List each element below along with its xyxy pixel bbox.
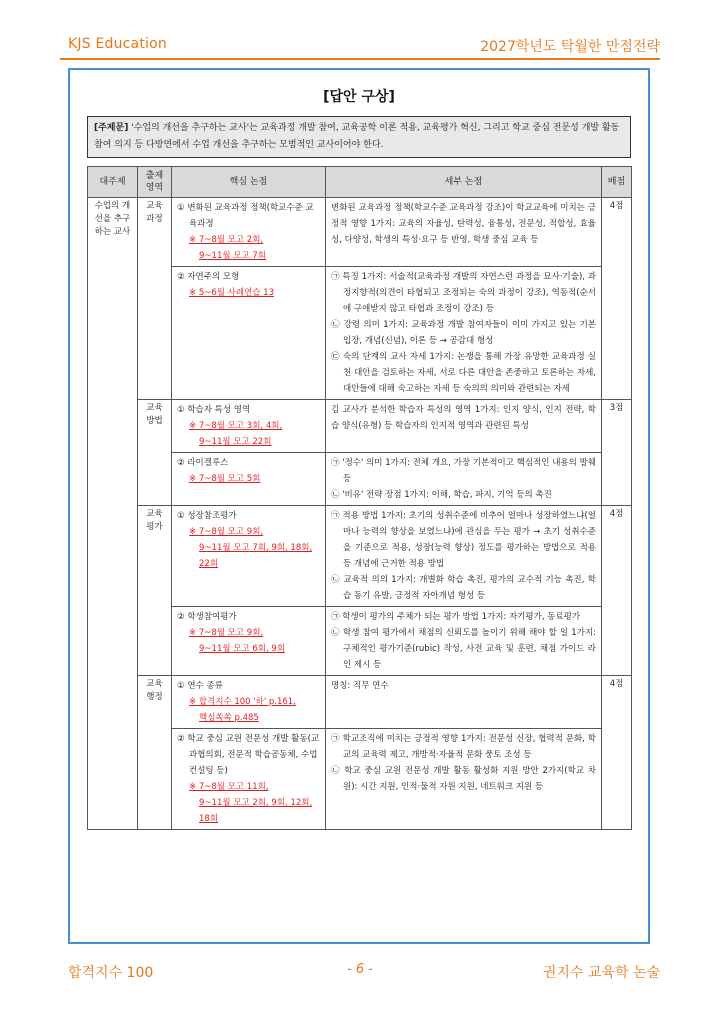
key-point-text: ② 라이겔루스 (177, 458, 229, 468)
reference-link: ※ 7~8월 모고 3회, 4회, (189, 421, 283, 431)
header-brand: KJS Education (68, 36, 167, 52)
reference-link: ※ 7~8월 모고 2회, (189, 235, 264, 245)
table-row (88, 676, 632, 729)
reference-link: 9~11월 모고 6회, 9회 (199, 644, 286, 654)
detail-text: ㉠ 학생이 평가의 주체가 되는 평가 방법 1가지: 자기평가, 동료평가 (331, 612, 581, 622)
reference-link: 9~11월 모고 7회, 9회, 18회, (199, 543, 313, 553)
detail-text: ㉠ 특징 1가지: 서술적(교육과정 개발의 자연스런 과정을 묘사·기술), 과정지향적(의견이 타협되고 조정되는 숙의 과정이 강조), 역동적(순서에 구애받지 않고 타협과 조정이 강조) 등 (331, 272, 596, 314)
key-point-text: ① 연수 종류 (177, 681, 223, 691)
header-divider (60, 58, 660, 60)
key-point-cell (172, 453, 326, 506)
reference-link: ※ 7~8월 모고 9회, (189, 628, 264, 638)
area-cell: 교육 평가 (138, 506, 172, 676)
reference-link: ※ 7~8월 모고 5회 (189, 474, 261, 484)
table-header-row (88, 167, 632, 198)
key-point-cell (172, 729, 326, 830)
content-frame (68, 68, 650, 944)
area-cell: 교육 과정 (138, 198, 172, 400)
score-cell: 4점 (602, 676, 632, 830)
key-point-cell (172, 676, 326, 729)
reference-link: ※ 7~8월 모고 11회, (189, 782, 269, 792)
detail-text: ㉠ 학교조직에 미치는 긍정적 영향 1가지: 전문성 신장, 협력적 문화, 학교의 교육력 제고, 개방적·자율적 문화 풍토 조성 등 (331, 734, 596, 760)
key-point-text: ① 성장참조평가 (177, 511, 237, 521)
detail-cell (326, 267, 602, 400)
reference-link: ※ 합격지수 100 '하' p.161, (189, 697, 296, 707)
score-cell: 3점 (602, 400, 632, 506)
page-number: - 6 - (347, 962, 373, 977)
detail-cell (326, 198, 602, 267)
detail-text: 명칭: 직무 연수 (331, 681, 389, 691)
key-point-cell (172, 198, 326, 267)
area-cell: 교육 방법 (138, 400, 172, 506)
reference-link: 9~11월 모고 22회 (199, 437, 272, 447)
table-body (88, 198, 632, 830)
detail-text: 변화된 교육과정 정책(학교수준 교육과정 강조)이 학교교육에 미치는 긍정적 영향 1가지: 교육의 자율성, 탄력성, 융통성, 전문성, 적합성, 효율성, 다양성, 학생의 특성·요구 등 반영, 학생 중심 교육 등 (331, 203, 596, 245)
table-row (88, 400, 632, 453)
key-point-text: ② 자연주의 모형 (177, 272, 240, 282)
key-point-cell (172, 607, 326, 676)
detail-text: ㉡ 학생 참여 평가에서 채점의 신뢰도를 높이기 위해 해야 할 일 1가지: 구체적인 평가기준(rubic) 작성, 사전 교육 및 훈련, 채점 가이드 라인 제시 등 (331, 628, 596, 670)
reference-link: 9~11월 모고 2회, 9회, 12회, (199, 798, 313, 808)
detail-text: 김 교사가 분석한 학습자 특성의 영역 1가지: 인지 양식, 인지 전략, 학습 양식(유형) 등 학습자의 인지적 영역과 관련된 특성 (331, 405, 596, 431)
footer-series: 합격지수 100 (68, 965, 154, 981)
col-header: 배점 (602, 167, 632, 198)
detail-text: ㉠ 적용 방법 1가지: 초기의 성취수준에 비추어 얼마나 성장하였느냐(얼마나 능력의 향상을 보였느냐)에 관심을 두는 평가 → 초기 성취수준을 기준으로 적용, 성장(능력 향상) 정도를 평가하는 방법으로 적용 등 개념에 근거한 적용 방법 (331, 511, 596, 569)
table-row (88, 506, 632, 607)
col-header: 핵심 논점 (172, 167, 326, 198)
reference-link: 22회 (199, 559, 219, 569)
detail-text: ㉡ 학교 중심 교원 전문성 개발 활동 활성화 지원 방안 2가지(학교 차원): 시간 지원, 인적·물적 자원 지원, 네트워크 지원 등 (331, 766, 596, 792)
page-title: [답안 구상] (323, 89, 395, 105)
topic-box (87, 116, 631, 158)
detail-cell (326, 400, 602, 453)
detail-text: ㉡ 교육적 의의 1가지: 개별화 학습 촉진, 평가의 교수적 기능 촉진, 학습 동기 유발, 긍정적 자아개념 형성 등 (331, 575, 596, 601)
area-cell: 교육 행정 (138, 676, 172, 830)
col-header: 출제 영역 (138, 167, 172, 198)
score-cell: 4점 (602, 198, 632, 400)
topic-label: [주제문] (94, 123, 129, 133)
reference-link: ※ 7~8월 모고 9회, (189, 527, 264, 537)
col-header: 세부 논점 (326, 167, 602, 198)
key-point-text: ② 학생참여평가 (177, 612, 237, 622)
header-book-title: 2027학년도 탁월한 만점전략 (480, 39, 660, 55)
detail-cell (326, 453, 602, 506)
detail-cell (326, 676, 602, 729)
detail-text: ㉡ 강령 의미 1가지: 교육과정 개발 참여자들이 이미 가지고 있는 기본 입장, 개념(신념), 이론 등 → 공감대 형성 (331, 320, 596, 346)
score-cell: 4점 (602, 506, 632, 676)
answer-table (87, 166, 632, 830)
detail-cell (326, 729, 602, 830)
reference-link: 핵심쏙쏙 p.485 (199, 713, 259, 723)
key-point-text: ① 학습자 특성 영역 (177, 405, 251, 415)
topic-text: '수업의 개선을 추구하는 교사'는 교육과정 개발 참여, 교육공학 이론 적용, 교육평가 혁신, 그리고 학교 중심 전문성 개발 활동 참여 의지 등 다방면에서 수업 개선을 추구하는 모범적인 교사이어야 한다. (94, 123, 620, 150)
key-point-text: ② 학교 중심 교원 전문성 개발 활동(교과협의회, 전문적 학습공동체, 수업컨설팅 등) (177, 734, 320, 776)
key-point-cell (172, 267, 326, 400)
col-header: 대주제 (88, 167, 138, 198)
detail-text: ㉠ '정수' 의미 1가지: 전체 개요, 가장 기본적이고 핵심적인 내용의 발췌 등 (331, 458, 596, 484)
footer-author: 권지수 교육학 논술 (542, 965, 660, 981)
table-row (88, 198, 632, 267)
detail-cell (326, 506, 602, 607)
reference-link: 18회 (199, 814, 219, 824)
main-topic-cell: 수업의 개선을 추구하는 교사 (88, 198, 138, 830)
detail-cell (326, 607, 602, 676)
key-point-cell (172, 400, 326, 453)
detail-text: ㉡ '비유' 전략 장점 1가지: 이해, 학습, 파지, 기억 등의 촉진 (331, 490, 552, 500)
key-point-cell (172, 506, 326, 607)
detail-text: ㉢ 숙의 단계의 교사 자세 1가지: 논쟁을 통해 가장 유망한 교육과정 실천 대안을 검토하는 자세, 서로 다른 대안을 존중하고 토론하는 자세, 대안들에 대해 숙고하는 자세 등 숙의의 의미와 관련되는 자세 (331, 352, 596, 394)
reference-link: ※ 5~6월 사례연습 13 (189, 288, 275, 298)
reference-link: 9~11월 모고 7회 (199, 251, 267, 261)
key-point-text: ① 변화된 교육과정 정책(학교수준 교육과정 (177, 203, 314, 229)
